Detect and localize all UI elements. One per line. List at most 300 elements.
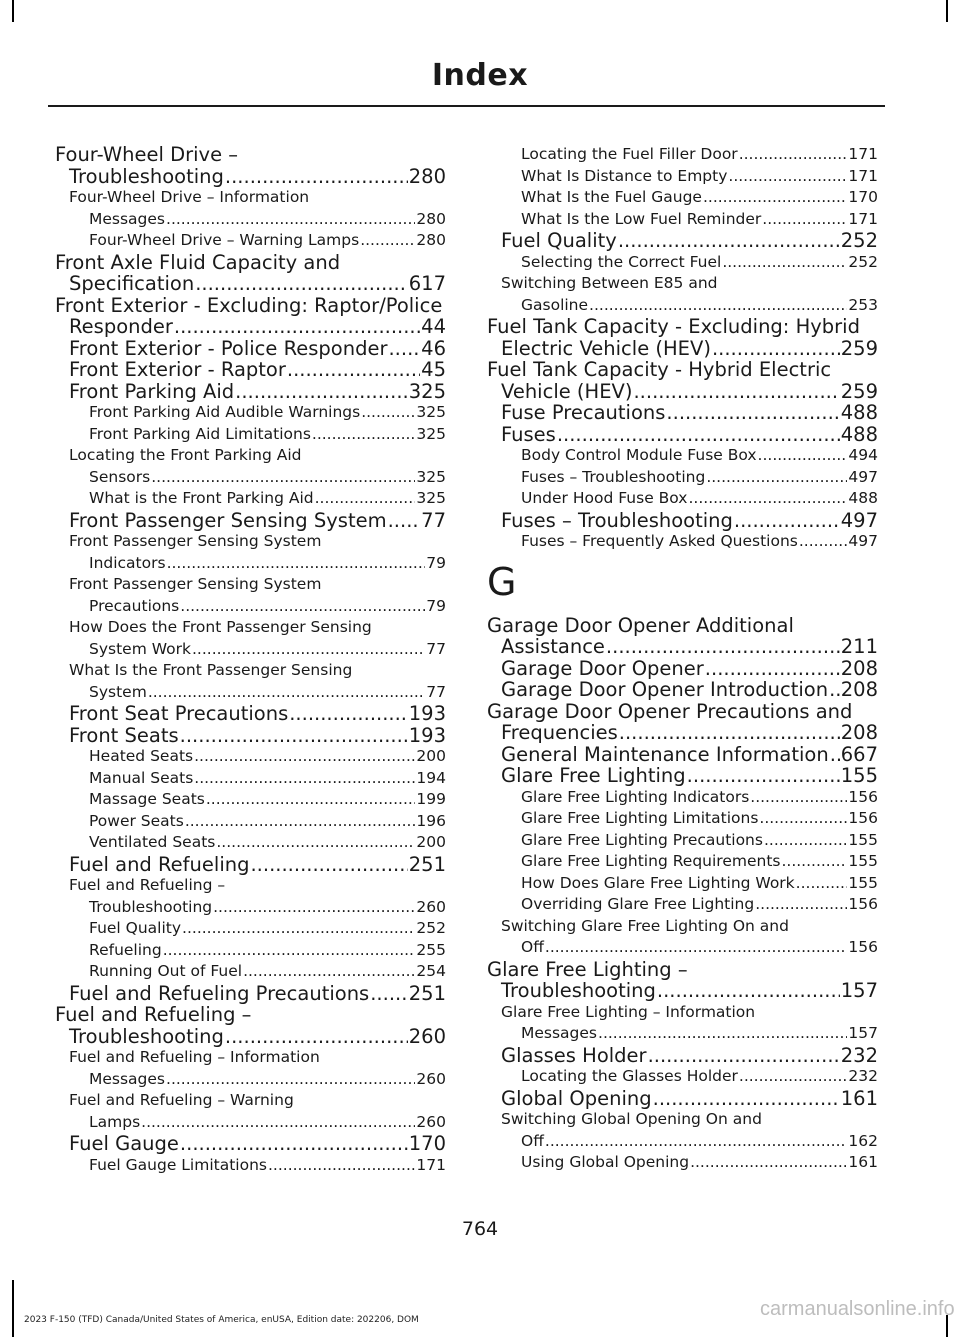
dot-leader <box>598 1023 847 1045</box>
index-subentry[interactable] <box>55 445 446 488</box>
page-reference[interactable]: 260 <box>416 897 446 916</box>
page-reference[interactable]: 170 <box>408 1132 446 1155</box>
index-subentry[interactable] <box>487 894 878 916</box>
dot-leader <box>287 359 420 381</box>
dot-leader <box>148 682 425 704</box>
entry-title: Fuses <box>501 422 556 446</box>
page-reference[interactable]: 325 <box>416 467 446 486</box>
index-entry[interactable] <box>55 510 446 532</box>
entry-title-start: Fuel Tank Capacity - Excluding: Hybrid <box>487 315 860 338</box>
entry-title: Front Parking Aid Audible Warnings <box>89 403 361 421</box>
index-entry[interactable] <box>55 1004 446 1047</box>
dot-leader <box>657 980 840 1002</box>
index-subentry[interactable] <box>55 875 446 918</box>
page-reference[interactable]: 211 <box>840 635 878 658</box>
dot-leader <box>185 811 416 833</box>
index-entry[interactable] <box>487 658 878 680</box>
index-entry[interactable] <box>55 359 446 381</box>
page-reference[interactable]: 77 <box>426 682 446 701</box>
dot-leader <box>194 768 415 790</box>
dot-leader <box>216 832 415 854</box>
entry-title: Glasses Holder <box>501 1043 647 1067</box>
dot-leader <box>225 166 408 188</box>
page-reference[interactable]: 193 <box>408 723 446 747</box>
entry-title: Messages <box>521 1024 598 1042</box>
page-reference[interactable]: 155 <box>848 873 878 892</box>
index-subentry[interactable] <box>55 531 446 574</box>
page-reference[interactable]: 251 <box>408 981 446 1005</box>
page-reference[interactable]: 156 <box>848 809 878 827</box>
dot-leader <box>195 273 408 295</box>
entry-title: Front Seats <box>69 723 179 747</box>
index-subentry[interactable] <box>487 873 878 895</box>
dot-leader <box>759 808 847 830</box>
index-entry[interactable] <box>487 230 878 252</box>
page-reference[interactable]: 280 <box>416 231 446 249</box>
index-subentry[interactable] <box>487 209 878 231</box>
index-subentry[interactable] <box>55 617 446 660</box>
entry-title-start: Garage Door Opener Additional <box>487 613 794 637</box>
page-reference[interactable]: 79 <box>426 596 446 615</box>
entry-title: Front Parking Aid <box>69 379 235 403</box>
entry-title-start: Switching Global Opening On and <box>501 1110 762 1128</box>
entry-title: Using Global Opening <box>521 1153 690 1171</box>
dot-leader <box>706 467 847 489</box>
index-subentry[interactable] <box>55 918 446 940</box>
entry-title: Frequencies <box>501 721 618 744</box>
entry-title: Indicators <box>89 553 166 572</box>
index-subentry[interactable] <box>55 574 446 617</box>
page-reference[interactable]: 260 <box>408 1024 446 1048</box>
index-entry[interactable] <box>487 402 878 424</box>
entry-title: Fuel Quality <box>501 229 617 252</box>
dot-leader <box>163 940 416 962</box>
page-reference[interactable]: 208 <box>840 678 878 701</box>
entry-title: How Does Glare Free Lighting Work <box>521 873 795 892</box>
index-column-left <box>55 144 446 1176</box>
index-subentry[interactable] <box>55 1090 446 1133</box>
index-entry[interactable] <box>55 338 446 360</box>
index-subentry[interactable] <box>487 144 878 166</box>
page-reference[interactable]: 252 <box>840 229 878 252</box>
entry-title-start: Front Passenger Sensing System <box>69 532 322 550</box>
entry-title: Heated Seats <box>89 747 194 765</box>
entry-title: Refueling <box>89 940 162 959</box>
dot-leader <box>557 424 840 446</box>
page-reference[interactable]: 617 <box>408 272 446 295</box>
index-entry[interactable] <box>487 1045 878 1067</box>
entry-title-start: Fuel Tank Capacity - Hybrid Electric <box>487 358 832 381</box>
entry-title: Ventilated Seats <box>89 833 216 851</box>
dot-leader <box>619 722 840 744</box>
index-entry[interactable] <box>487 424 878 446</box>
index-entry[interactable] <box>487 615 878 658</box>
entry-title: Off <box>521 1131 544 1150</box>
page-reference[interactable]: 161 <box>848 1153 878 1171</box>
entry-title: What Is Distance to Empty <box>521 166 728 185</box>
page-reference[interactable]: 156 <box>848 938 878 956</box>
page-reference[interactable]: 325 <box>408 379 446 403</box>
entry-title: Locating the Glasses Holder <box>521 1067 738 1085</box>
dot-leader <box>250 854 407 876</box>
entry-title: Glare Free Lighting Precautions <box>521 830 763 849</box>
index-entry[interactable] <box>487 359 878 402</box>
dot-leader <box>166 1069 415 1091</box>
index-subentry[interactable] <box>487 187 878 209</box>
dot-leader <box>687 765 840 787</box>
entry-title: Power Seats <box>89 811 184 830</box>
dot-leader <box>830 744 840 766</box>
index-subentry[interactable] <box>55 187 446 230</box>
index-subentry[interactable] <box>55 1155 446 1177</box>
entry-title: Sensors <box>89 467 151 486</box>
page-reference[interactable]: 260 <box>416 1069 446 1088</box>
dot-leader <box>703 187 847 209</box>
entry-title-start: Fuel and Refueling – <box>69 876 226 894</box>
dot-leader <box>243 961 415 983</box>
index-subentry[interactable] <box>55 424 446 446</box>
dot-leader <box>688 488 847 510</box>
dot-leader <box>648 1045 840 1067</box>
page-reference[interactable]: 171 <box>848 209 878 228</box>
entry-title: Fuel Quality <box>89 919 182 937</box>
dot-leader <box>194 746 415 768</box>
index-subentry[interactable] <box>55 961 446 983</box>
page-reference[interactable]: 252 <box>848 252 878 271</box>
page-reference[interactable]: 488 <box>840 401 878 424</box>
entry-title: Glare Free Lighting <box>501 764 686 787</box>
dot-leader <box>166 209 415 231</box>
page-reference[interactable]: 171 <box>848 166 878 185</box>
dot-leader <box>312 424 416 446</box>
dot-leader <box>796 873 848 895</box>
crop-mark-top-left <box>12 0 14 22</box>
entry-title: System <box>89 682 147 701</box>
index-subentry[interactable] <box>487 467 878 489</box>
entry-title: What Is the Low Fuel Reminder <box>521 209 762 228</box>
entry-title-start: Glare Free Lighting – <box>487 957 688 981</box>
index-entry[interactable] <box>55 1133 446 1155</box>
entry-title: Selecting the Correct Fuel <box>521 252 722 271</box>
page-reference[interactable]: 325 <box>416 424 446 443</box>
page-reference[interactable]: 200 <box>416 833 446 851</box>
page-reference[interactable]: 325 <box>416 403 446 421</box>
index-subentry[interactable] <box>55 832 446 854</box>
watermark: carmanualsonline.info <box>760 1298 955 1320</box>
index-subentry[interactable] <box>55 488 446 510</box>
dot-leader <box>739 1066 848 1088</box>
entry-title-start: Switching Between E85 and <box>501 274 718 292</box>
index-subentry[interactable] <box>55 940 446 962</box>
index-entry[interactable] <box>487 744 878 766</box>
dot-leader <box>151 467 415 489</box>
page-reference[interactable]: 488 <box>848 489 878 507</box>
entry-title: Fuses – Frequently Asked Questions <box>521 532 798 550</box>
dot-leader <box>192 639 425 661</box>
index-subentry[interactable] <box>487 252 878 274</box>
page-reference[interactable]: 196 <box>416 811 446 830</box>
page-reference[interactable]: 494 <box>848 446 878 464</box>
dot-leader <box>180 725 408 747</box>
index-entry[interactable] <box>55 854 446 876</box>
dot-leader <box>180 596 425 618</box>
index-subentry[interactable] <box>487 488 878 510</box>
index-subentry[interactable] <box>487 1002 878 1045</box>
dot-leader <box>781 851 847 873</box>
dot-leader <box>829 679 840 701</box>
dot-leader <box>758 445 848 467</box>
entry-title: Running Out of Fuel <box>89 962 243 980</box>
page-reference[interactable]: 208 <box>840 656 878 680</box>
entry-title: Locating the Fuel Filler Door <box>521 145 738 163</box>
dot-leader <box>545 1131 848 1153</box>
dot-leader <box>799 531 848 553</box>
entry-title-start: Switching Glare Free Lighting On and <box>501 916 789 935</box>
page-reference[interactable]: 46 <box>421 336 446 360</box>
entry-title: General Maintenance Information <box>501 742 829 766</box>
entry-title: What is the Front Parking Aid <box>89 489 314 507</box>
dot-leader <box>545 937 848 959</box>
dot-leader <box>360 230 415 252</box>
entry-title: Global Opening <box>501 1086 652 1110</box>
page-reference[interactable]: 667 <box>840 742 878 766</box>
section-letter-heading: G <box>487 559 517 604</box>
entry-title: Fuses – Troubleshooting <box>501 508 733 532</box>
page-reference[interactable]: 77 <box>426 639 446 658</box>
page-reference[interactable]: 157 <box>840 979 878 1002</box>
index-subentry[interactable] <box>487 1109 878 1152</box>
page-reference[interactable]: 325 <box>416 489 446 507</box>
dot-leader <box>289 703 408 725</box>
entry-title: Troubleshooting <box>89 897 213 916</box>
entry-title: Troubleshooting <box>69 164 224 188</box>
entry-title-start: Four-Wheel Drive – <box>55 143 239 166</box>
entry-title: Vehicle (HEV) <box>501 379 633 403</box>
dot-leader <box>690 1152 847 1174</box>
page-reference[interactable]: 259 <box>840 379 878 403</box>
entry-title: Fuse Precautions <box>501 401 666 424</box>
index-subentry[interactable] <box>55 402 446 424</box>
dot-leader <box>755 894 847 916</box>
entry-title: Precautions <box>89 596 180 615</box>
index-column-right <box>487 144 878 1174</box>
entry-title-start: Locating the Front Parking Aid <box>69 446 302 464</box>
page-reference[interactable]: 255 <box>416 940 446 959</box>
dot-leader <box>141 1112 415 1134</box>
page-reference[interactable]: 260 <box>416 1112 446 1131</box>
page-reference[interactable]: 156 <box>848 895 878 913</box>
page-reference[interactable]: 232 <box>840 1043 878 1067</box>
entry-title: Garage Door Opener Introduction <box>501 678 829 701</box>
index-entry[interactable] <box>55 144 446 187</box>
index-subentry[interactable] <box>55 230 446 252</box>
page-reference[interactable]: 77 <box>421 508 446 532</box>
index-entry[interactable] <box>55 703 446 725</box>
index-subentry[interactable] <box>487 1066 878 1088</box>
entry-title-start: Garage Door Opener Precautions and <box>487 699 853 723</box>
index-subentry[interactable] <box>487 166 878 188</box>
dot-leader <box>589 295 847 317</box>
page-reference[interactable]: 253 <box>848 295 878 314</box>
dot-leader <box>370 983 408 1005</box>
entry-title-start: What Is the Front Passenger Sensing <box>69 661 353 679</box>
index-entry[interactable] <box>487 959 878 1002</box>
index-subentry[interactable] <box>55 660 446 703</box>
page-reference[interactable]: 254 <box>416 962 446 980</box>
entry-title: Front Exterior - Police Responder <box>69 336 388 360</box>
entry-title: Under Hood Fuse Box <box>521 489 688 507</box>
entry-title: Responder <box>69 315 173 338</box>
dot-leader <box>167 553 426 575</box>
entry-title-start: Front Passenger Sensing System <box>69 575 322 593</box>
dot-leader <box>722 252 847 274</box>
index-subentry[interactable] <box>487 830 878 852</box>
page-reference[interactable]: 193 <box>408 702 446 725</box>
dot-leader <box>182 918 415 940</box>
page-reference[interactable]: 497 <box>840 508 878 532</box>
page-reference[interactable]: 251 <box>408 852 446 876</box>
index-entry[interactable] <box>55 252 446 295</box>
dot-leader <box>213 897 415 919</box>
entry-title: Four-Wheel Drive – Warning Lamps <box>89 231 360 249</box>
entry-title: Glare Free Lighting Indicators <box>521 787 750 806</box>
dot-leader <box>388 338 420 360</box>
index-entry[interactable] <box>487 701 878 744</box>
entry-title: Glare Free Lighting Limitations <box>521 809 759 827</box>
index-subentry[interactable] <box>55 811 446 833</box>
entry-title: Electric Vehicle (HEV) <box>501 336 711 360</box>
page-reference[interactable]: 155 <box>848 830 878 849</box>
index-subentry[interactable] <box>487 851 878 873</box>
entry-title: Assistance <box>501 635 605 658</box>
page-reference[interactable]: 161 <box>840 1086 878 1110</box>
entry-title: Fuel and Refueling <box>69 852 250 876</box>
index-subentry[interactable] <box>55 1047 446 1090</box>
page-reference[interactable]: 280 <box>408 164 446 188</box>
index-entry[interactable] <box>487 765 878 787</box>
index-subentry[interactable] <box>487 273 878 316</box>
entry-title-start: Fuel and Refueling – Warning <box>69 1091 294 1109</box>
index-subentry[interactable] <box>487 787 878 809</box>
entry-title: Messages <box>89 1069 166 1088</box>
entry-title: Glare Free Lighting Requirements <box>521 852 781 870</box>
entry-title-start: Fuel and Refueling – Information <box>69 1048 320 1066</box>
dot-leader <box>618 230 840 252</box>
dot-leader <box>388 510 421 532</box>
entry-title: Fuel Gauge Limitations <box>89 1155 267 1174</box>
index-entry[interactable] <box>487 1088 878 1110</box>
page-reference[interactable]: 157 <box>848 1024 878 1042</box>
page-title: Index <box>431 58 529 93</box>
page-reference[interactable]: 170 <box>848 188 878 206</box>
crop-mark-bottom-left <box>12 1280 14 1337</box>
entry-title-start: Glare Free Lighting – Information <box>501 1002 756 1021</box>
page-reference[interactable]: 199 <box>416 790 446 808</box>
dot-leader <box>750 787 847 809</box>
page-reference[interactable]: 162 <box>848 1131 878 1150</box>
page-reference[interactable]: 200 <box>416 747 446 765</box>
dot-leader <box>315 488 416 510</box>
entry-title: System Work <box>89 639 191 658</box>
page-reference[interactable]: 488 <box>840 422 878 446</box>
page-reference[interactable]: 497 <box>848 467 878 486</box>
index-subentry[interactable] <box>487 445 878 467</box>
crop-mark-top-right <box>946 0 948 22</box>
index-subentry[interactable] <box>487 916 878 959</box>
page-reference[interactable]: 156 <box>848 787 878 806</box>
entry-title: Garage Door Opener <box>501 656 704 680</box>
entry-title: What Is the Fuel Gauge <box>521 188 702 206</box>
page-reference[interactable]: 259 <box>840 336 878 360</box>
index-entry[interactable] <box>487 316 878 359</box>
dot-leader <box>705 658 840 680</box>
index-subentry[interactable] <box>487 1152 878 1174</box>
header-divider <box>48 105 885 107</box>
entry-title: Front Passenger Sensing System <box>69 508 387 532</box>
page-reference[interactable]: 497 <box>848 532 878 550</box>
page-reference[interactable]: 44 <box>421 315 446 338</box>
page-reference[interactable]: 208 <box>840 721 878 744</box>
page-reference[interactable]: 79 <box>426 553 446 572</box>
dot-leader <box>728 166 847 188</box>
page-reference[interactable]: 252 <box>416 919 446 937</box>
dot-leader <box>712 338 840 360</box>
entry-title-start: Fuel and Refueling – <box>55 1003 252 1026</box>
index-entry[interactable] <box>55 983 446 1005</box>
index-entry[interactable] <box>55 381 446 403</box>
page-reference[interactable]: 155 <box>848 852 878 870</box>
index-entry[interactable] <box>55 295 446 338</box>
index-subentry[interactable] <box>55 746 446 768</box>
entry-title: Body Control Module Fuse Box <box>521 446 757 464</box>
page-reference[interactable]: 194 <box>416 768 446 787</box>
entry-title: Front Seat Precautions <box>69 702 289 725</box>
dot-leader <box>606 636 840 658</box>
dot-leader <box>361 402 415 424</box>
dot-leader <box>268 1155 415 1177</box>
dot-leader <box>174 316 420 338</box>
entry-title: Front Parking Aid Limitations <box>89 424 311 443</box>
entry-title: Off <box>521 938 544 956</box>
index-entry[interactable] <box>55 725 446 747</box>
page-reference[interactable]: 171 <box>848 145 878 163</box>
entry-title: Fuses – Troubleshooting <box>521 467 706 486</box>
index-entry[interactable] <box>487 679 878 701</box>
entry-title: Fuel and Refueling Precautions <box>69 981 370 1005</box>
entry-title: Front Exterior - Raptor <box>69 358 286 381</box>
dot-leader <box>764 830 847 852</box>
dot-leader <box>762 209 847 231</box>
page-reference[interactable]: 155 <box>840 764 878 787</box>
index-subentry[interactable] <box>55 789 446 811</box>
page-reference[interactable]: 280 <box>416 209 446 228</box>
index-entry[interactable] <box>487 510 878 532</box>
page-reference[interactable]: 171 <box>416 1155 446 1174</box>
index-subentry[interactable] <box>487 531 878 553</box>
index-subentry[interactable] <box>487 808 878 830</box>
index-subentry[interactable] <box>55 768 446 790</box>
entry-title: Overriding Glare Free Lighting <box>521 895 755 913</box>
page-reference[interactable]: 45 <box>421 358 446 381</box>
page-reference[interactable]: 232 <box>848 1067 878 1085</box>
entry-title: Troubleshooting <box>501 979 656 1002</box>
entry-title: Specification <box>69 272 195 295</box>
entry-title-start: Four-Wheel Drive – Information <box>69 188 310 206</box>
dot-leader <box>666 402 839 424</box>
entry-title: Messages <box>89 209 166 228</box>
entry-title: Gasoline <box>521 295 589 314</box>
dot-leader <box>225 1026 408 1048</box>
